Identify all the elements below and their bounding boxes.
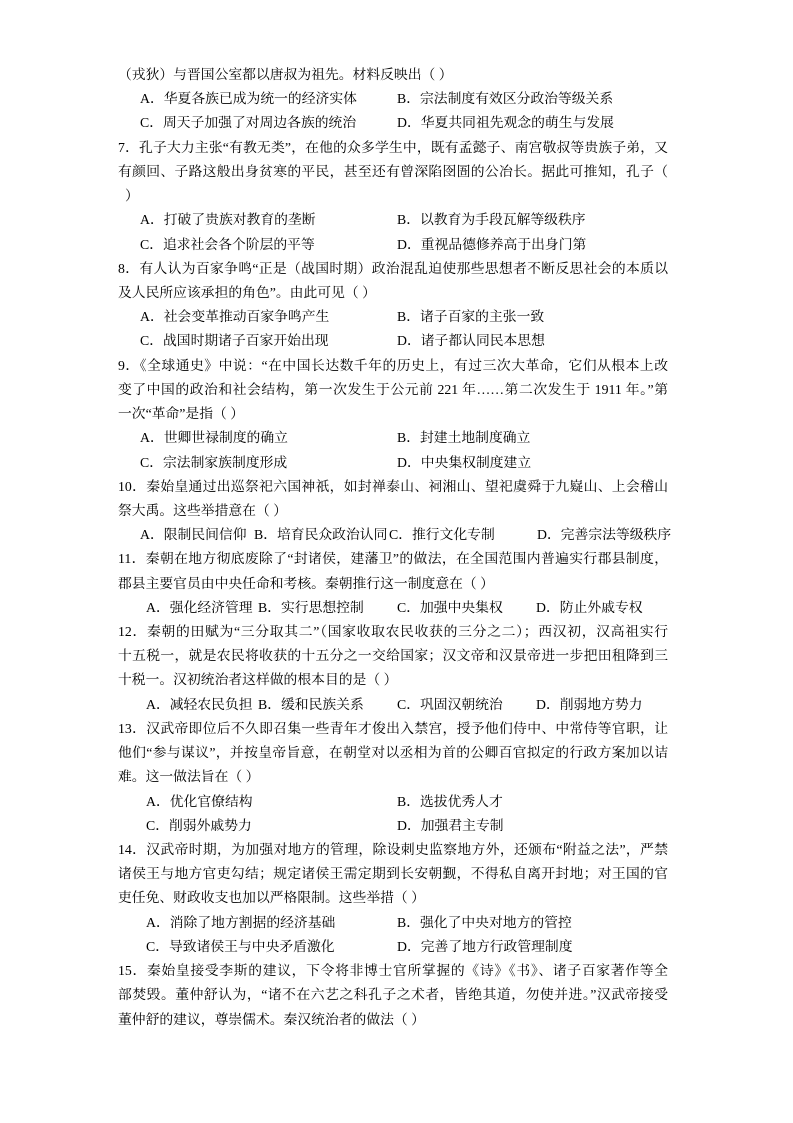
option-a: A．华夏各族已成为统一的经济实体 bbox=[140, 91, 357, 107]
option-c: C．推行文化专制 bbox=[389, 527, 495, 543]
option-d: D．削弱地方势力 bbox=[536, 696, 643, 712]
option-row bbox=[118, 596, 668, 620]
option-d: D．完善宗法等级秩序 bbox=[537, 527, 672, 543]
option-row bbox=[118, 111, 668, 135]
question-11 bbox=[118, 547, 668, 620]
question-13 bbox=[118, 717, 668, 838]
question-stem-line: 变了中国的政治和社会结构，第一次发生于公元前 221 年……第二次发生于 1911 年。”第 bbox=[118, 381, 668, 397]
option-row bbox=[118, 451, 668, 475]
option-d: D．重视品德修养高于出身门第 bbox=[397, 236, 587, 252]
option-b: B．封建土地制度确立 bbox=[397, 430, 531, 446]
question-stem-line: 11．秦朝在地方彻底废除了“封诸侯，建藩卫”的做法，在全国范围内普遍实行郡县制度， bbox=[118, 551, 668, 567]
option-row bbox=[118, 814, 668, 838]
option-a: A．打破了贵族对教育的垄断 bbox=[140, 212, 316, 228]
option-row bbox=[118, 87, 668, 111]
question-stem-line: （戎狄）与晋国公室都以唐叔为祖先。材料反映出（ ） bbox=[118, 67, 453, 82]
option-b: B．强化了中央对地方的管控 bbox=[397, 914, 572, 930]
question-7 bbox=[118, 136, 668, 257]
question-stem-line: 及人民所应该承担的角色”。由此可见（ ） bbox=[118, 284, 376, 300]
option-a: A．消除了地方割据的经济基础 bbox=[146, 914, 336, 930]
option-a: A．限制民间信仰 bbox=[140, 527, 247, 543]
question-stem-line: 部焚毁。董仲舒认为，“诸不在六艺之科孔子之术者，皆绝其道，勿使并进。”汉武帝接受 bbox=[118, 987, 668, 1003]
question-stem-line: 有颜回、子路这般出身贫寒的平民，甚至还有曾深陷囹圄的公冶长。据此可推知，孔子（ bbox=[118, 163, 668, 179]
question-stem-line: 15．秦始皇接受李斯的建议，下令将非博士官所掌握的《诗》《书》、诸子百家著作等全 bbox=[118, 963, 668, 979]
option-c: C．削弱外戚势力 bbox=[146, 817, 252, 833]
option-d: D．中央集权制度建立 bbox=[397, 454, 532, 470]
question-15 bbox=[118, 959, 668, 1032]
option-row bbox=[118, 693, 668, 717]
question-stem-line: 祭大禹。这些举措意在（ ） bbox=[118, 502, 288, 518]
option-row bbox=[118, 426, 668, 450]
question-8 bbox=[118, 257, 668, 354]
question-stem-line: 十税一。汉初统治者这样做的根本目的是（ ） bbox=[118, 672, 398, 688]
option-row bbox=[118, 523, 672, 547]
option-c: C．宗法制家族制度形成 bbox=[140, 454, 288, 470]
option-row bbox=[118, 935, 668, 959]
option-c: C．加强中央集权 bbox=[397, 599, 503, 615]
question-stem-line: 董仲舒的建议，尊崇儒术。秦汉统治者的做法（ ） bbox=[118, 1011, 425, 1027]
question-9 bbox=[118, 354, 668, 475]
option-b: B．诸子百家的主张一致 bbox=[397, 309, 545, 325]
question-list bbox=[118, 63, 672, 1032]
question-14 bbox=[118, 838, 668, 959]
question-stem-line: 他们“参与谋议”，并按皇帝旨意，在朝堂对以丞相为首的公卿百官拟定的行政方案加以诘 bbox=[118, 745, 668, 761]
option-row bbox=[118, 911, 668, 935]
option-b: B．选拔优秀人才 bbox=[397, 793, 503, 809]
question-stem-line: 7．孔子大力主张“有教无类”，在他的众多学生中，既有孟懿子、南宫敬叔等贵族子弟，又 bbox=[118, 139, 668, 155]
option-d: D．加强君主专制 bbox=[397, 817, 504, 833]
question-stem-line: 13．汉武帝即位后不久即召集一些青年才俊出入禁宫，授予他们侍中、中常侍等官职，让 bbox=[118, 720, 668, 736]
question-stem-line: 吏任免、财政收支也加以严格限制。这些举措（ ） bbox=[118, 890, 425, 906]
option-b: B．缓和民族关系 bbox=[258, 696, 364, 712]
option-d: D．防止外戚专权 bbox=[536, 599, 643, 615]
option-d: D．华夏共同祖先观念的萌生与发展 bbox=[397, 115, 614, 131]
question-continuation bbox=[118, 63, 668, 136]
option-c: C．战国时期诸子百家开始出现 bbox=[140, 333, 329, 349]
question-stem-line: 十五税一，就是农民将收获的十五分之一交给国家；汉文帝和汉景帝进一步把田租降到三 bbox=[118, 648, 668, 664]
question-12 bbox=[118, 620, 668, 717]
option-c: C．导致诸侯王与中央矛盾激化 bbox=[146, 938, 335, 954]
option-a: A．强化经济管理 bbox=[146, 599, 253, 615]
option-b: B．以教育为手段瓦解等级秩序 bbox=[397, 212, 586, 228]
question-stem-line: 郡县主要官员由中央任命和考核。秦朝推行这一制度意在（ ） bbox=[118, 575, 494, 591]
option-row bbox=[118, 790, 668, 814]
option-row bbox=[118, 208, 668, 232]
option-row bbox=[118, 305, 668, 329]
option-d: D．完善了地方行政管理制度 bbox=[397, 938, 573, 954]
question-stem-line: 14．汉武帝时期，为加强对地方的管理，除设刺史监察地方外，还颁布“附益之法”，严禁 bbox=[118, 842, 668, 857]
question-stem-line: 8．有人认为百家争鸣“正是（战国时期）政治混乱迫使那些思想者不断反思社会的本质以 bbox=[118, 260, 668, 276]
option-a: A．减轻农民负担 bbox=[146, 696, 253, 712]
question-stem-line: 诸侯王与地方官吏勾结；规定诸侯王需定期到长安朝觐，不得私自离开封地；对王国的官 bbox=[118, 866, 668, 882]
question-stem-line: 难。这一做法旨在（ ） bbox=[118, 769, 260, 785]
question-stem-line: 9．《全球通史》中说：“在中国长达数千年的历史上，有过三次大革命，它们从根本上改 bbox=[118, 357, 668, 373]
question-stem-line: 12．秦朝的田赋为“三分取其二”（国家收取农民收获的三分之二）；西汉初，汉高祖实行 bbox=[118, 624, 668, 640]
option-b: B．培育民众政治认同 bbox=[254, 527, 388, 543]
question-stem-line: ） bbox=[125, 188, 139, 204]
option-a: A．优化官僚结构 bbox=[146, 793, 253, 809]
option-a: A．世卿世禄制度的确立 bbox=[140, 430, 288, 446]
option-c: C．巩固汉朝统治 bbox=[397, 696, 503, 712]
question-10 bbox=[118, 475, 672, 548]
option-a: A．社会变革推动百家争鸣产生 bbox=[140, 309, 330, 325]
option-row bbox=[118, 329, 668, 353]
option-c: C．追求社会各个阶层的平等 bbox=[140, 236, 315, 252]
option-b: B．实行思想控制 bbox=[258, 599, 364, 615]
option-b: B．宗法制度有效区分政治等级关系 bbox=[397, 91, 614, 107]
question-stem-line: 10．秦始皇通过出巡祭祀六国神祇，如封禅泰山、祠湘山、望祀虞舜于九嶷山、上会稽山 bbox=[118, 478, 668, 494]
option-row bbox=[118, 233, 668, 257]
option-d: D．诸子都认同民本思想 bbox=[397, 333, 545, 349]
question-stem-line: 一次“革命”是指（ ） bbox=[118, 406, 245, 422]
option-c: C．周天子加强了对周边各族的统治 bbox=[140, 115, 357, 131]
